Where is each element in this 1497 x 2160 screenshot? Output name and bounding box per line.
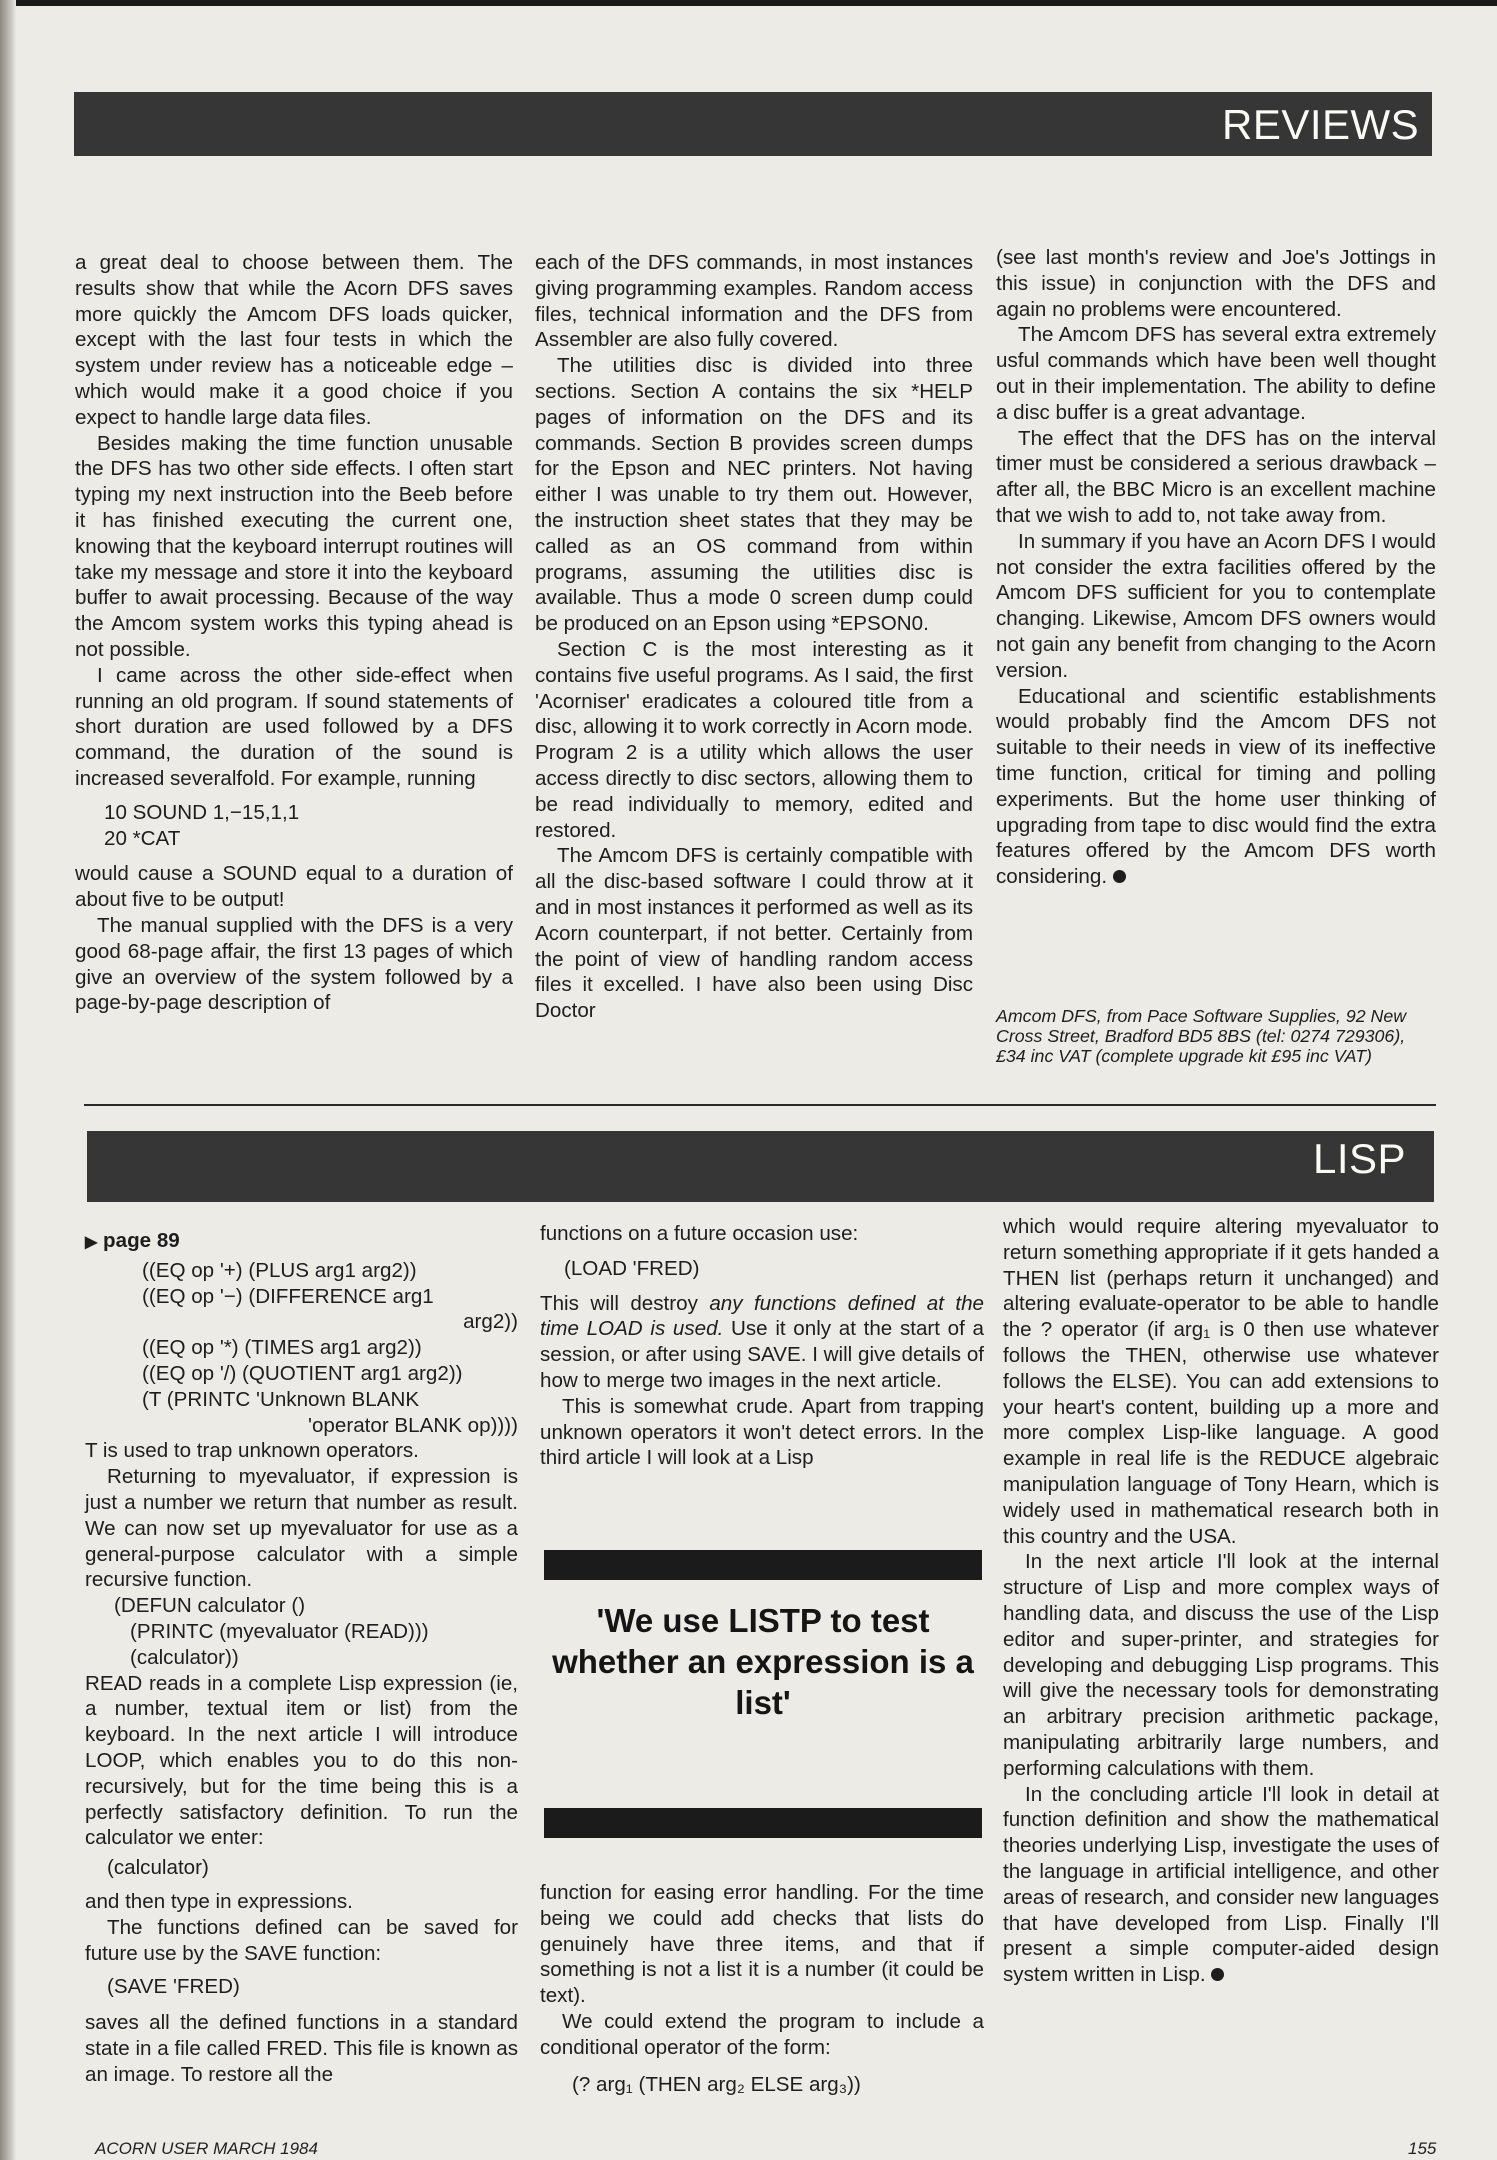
- lisp-column-3: [1003, 1214, 1439, 1988]
- continued-from: [85, 1228, 518, 1256]
- lisp-section-bar: [87, 1131, 1434, 1202]
- code-line: 10 SOUND 1,−15,1,1: [104, 800, 300, 824]
- code-line: (SAVE 'FRED): [107, 1975, 240, 1999]
- text-run: This will destroy: [540, 1291, 710, 1315]
- review-paragraph: The manual supplied with the DFS is a very good 68-page affair, the first 13 pages of which give an overview of the system followed by a page-by-page description of: [75, 913, 513, 1015]
- review-column-2: [535, 250, 973, 1024]
- arrow-right-icon: ▶: [85, 1234, 98, 1251]
- magazine-footer: ACORN USER MARCH 1984: [95, 2139, 318, 2158]
- code-line: (calculator)): [130, 1645, 239, 1669]
- lisp-column-2: [540, 1221, 984, 1471]
- review-column-1: [75, 250, 513, 1016]
- review-paragraph: I came across the other side-effect when running an old program. If sound statements of short duration are used followed by a DFS command, the duration of the sound is increased severalfold. For example, running: [75, 663, 513, 790]
- lisp-paragraph: Returning to myevaluator, if expression is just a number we return that number as result. We can now set up myevaluator for use as a general-purpose calculator with a simple recursive function.: [85, 1465, 518, 1592]
- lisp-column-2-lower: [540, 1880, 984, 2097]
- lisp-paragraph: functions on a future occasion use:: [540, 1222, 859, 1245]
- lisp-final-text: In the concluding article I'll look in detail at function definition and show the mathematical theories underlying Lisp, investigate the uses of the language in artificial intelligence, and other areas of research, and consider new languages that have developed from Lisp. Finally I'll present a simple computer-aided design system written in Lisp.: [1003, 1782, 1439, 1987]
- lisp-paragraph: saves all the defined functions in a standard state in a file called FRED. This file is known as an image. To restore all the: [85, 2011, 518, 2086]
- review-paragraph: Section C is the most interesting as it contains five useful programs. As I said, the first 'Acorniser' eradicates a coloured title from a disc, allowing it to work correctly in Acorn mode. Program 2 is a utility which allows the user access directly to disc sectors, allowing them to be read individually to memory, edited and restored.: [535, 637, 973, 842]
- text-run: Use it only at the start of a session, or after using SAVE. I will give details of how to merge two images in the next article.: [540, 1317, 985, 1392]
- page-top-edge: [0, 0, 1497, 6]
- review-paragraph: Besides making the time function unusable the DFS has two other side effects. I often start typing my next instruction into the Beeb before it has finished executing the current one, knowing that the keyboard interrupt routines will take my message and store it into the keyboard buffer to await processing. Because of the way the Amcom system works this typing ahead is not possible.: [75, 431, 513, 661]
- code-line: ((EQ op '*) (TIMES arg1 arg2)): [142, 1336, 422, 1360]
- binding-shadow: [0, 0, 16, 2160]
- lisp-paragraph: We could extend the program to include a conditional operator of the form:: [540, 2009, 984, 2059]
- review-paragraph: would cause a SOUND equal to a duration of about five to be output!: [75, 862, 513, 912]
- pull-quote-bar-bottom: [544, 1808, 982, 1838]
- review-column-3: [996, 245, 1436, 890]
- review-paragraph: each of the DFS commands, in most instances giving programming examples. Random access files, technical information and the DFS from Assembler are also fully covered.: [535, 251, 973, 352]
- review-paragraph: The Amcom DFS has several extra extremely usful commands which have been well thought out in their implementation. The ability to define a disc buffer is a great advantage.: [996, 323, 1436, 424]
- code-line: 'operator BLANK op)))): [308, 1413, 518, 1437]
- end-mark-icon: [1211, 1968, 1224, 1981]
- lisp-paragraph: READ reads in a complete Lisp expression (ie, a number, textual item or list) from the keyboard. In the next article I will introduce LOOP, which enables you to do this non-recursively, but for the time being this is a perfectly satisfactory definition. To run the calculator we enter:: [85, 1671, 518, 1850]
- review-paragraph: (see last month's review and Joe's Jottings in this issue) in conjunction with the DFS and again no problems were encountered.: [996, 246, 1436, 321]
- code-line: (calculator): [107, 1856, 209, 1880]
- reviews-section-title: REVIEWS: [1222, 101, 1420, 148]
- section-divider: [84, 1104, 1436, 1106]
- review-paragraph: a great deal to choose between them. The results show that while the Acorn DFS saves more quickly the Amcom DFS loads quicker, except with the last four tests in which the system under review has a noticeable edge – which would make it a good choice if you expect to handle large data files.: [75, 251, 513, 429]
- end-mark-icon: [1113, 870, 1126, 883]
- code-line: (? arg₁ (THEN arg₂ ELSE arg₃)): [572, 2072, 861, 2096]
- code-line: (T (PRINTC 'Unknown BLANK: [142, 1387, 420, 1411]
- code-line: ((EQ op '−) (DIFFERENCE arg1: [142, 1284, 434, 1308]
- review-final-text: Educational and scientific establishments would probably find the Amcom DFS not suitable to their needs in view of its ineffective time function, critical for timing and polling experiments. But the home user thinking of upgrading from tape to disc would find the extra features offered by the Amcom DFS worth considering.: [996, 684, 1436, 889]
- review-paragraph: The utilities disc is divided into three sections. Section A contains the six *HELP pages of information on the DFS and its commands. Section B provides screen dumps for the Epson and NEC printers. Not having either I was unable to try them out. However, the instruction sheet states that they may be called as an OS command from within programs, assuming the utilities disc is available. Thus a mode 0 screen dump could be produced on an Epson using *EPSON0.: [535, 354, 973, 636]
- lisp-paragraph: [1003, 1782, 1439, 1988]
- review-paragraph: In summary if you have an Acorn DFS I would not consider the extra facilities offered by the Amcom DFS sufficient for you to contemplate changing. Likewise, Amcom DFS owners would not gain any benefit from changing to the Acorn version.: [996, 529, 1436, 682]
- pull-quote: 'We use LISTP to test whether an expression is a list': [552, 1602, 974, 1721]
- continued-page-ref: page 89: [103, 1229, 180, 1252]
- lisp-paragraph: [540, 1291, 984, 1394]
- lisp-paragraph: This is somewhat crude. Apart from trapping unknown operators it won't detect errors. In the third article I will look at a Lisp: [540, 1394, 984, 1470]
- code-line: (PRINTC (myevaluator (READ))): [130, 1619, 429, 1643]
- review-paragraph: [996, 684, 1436, 890]
- lisp-paragraph: function for easing error handling. For the time being we could add checks that lists do genuinely have three items, and that if something is not a list it is a number (it could be text).: [540, 1881, 984, 2008]
- product-credit: Amcom DFS, from Pace Software Supplies, 92 New Cross Street, Bradford BD5 8BS (tel: 0274 729306), £34 inc VAT (complete upgrade kit £95 inc VAT): [996, 1006, 1407, 1066]
- code-line: ((EQ op '/) (QUOTIENT arg1 arg2)): [142, 1361, 463, 1385]
- code-line: (DEFUN calculator (): [114, 1594, 306, 1618]
- lisp-column-1: [85, 1228, 518, 2088]
- pull-quote-bar-top: [544, 1550, 982, 1580]
- lisp-paragraph: which would require altering myevaluator to return something appropriate if it gets handed a THEN list (perhaps return it unchanged) and altering evaluate-operator to be able to handle the ? operator (if arg₁ is 0 then use whatever follows the THEN, otherwise use whatever follows the ELSE). You can add extensions to your heart's content, building up a more and more complex Lisp-like language. A good example in real life is the REDUCE algebraic manipulation language of Tony Hearn, which is widely used in mathematical research both in this country and the USA.: [1003, 1215, 1439, 1548]
- code-line: ((EQ op '+) (PLUS arg1 arg2)): [142, 1258, 417, 1282]
- code-line: (LOAD 'FRED): [564, 1256, 700, 1280]
- emphasis: any functions defined at the time LOAD is used.: [540, 1291, 984, 1341]
- page-number: 155: [1408, 2139, 1437, 2158]
- lisp-paragraph: The functions defined can be saved for future use by the SAVE function:: [85, 1915, 518, 1965]
- lisp-paragraph: T is used to trap unknown operators.: [85, 1439, 419, 1463]
- lisp-section-title: LISP: [1313, 1135, 1407, 1182]
- lisp-paragraph: and then type in expressions.: [85, 1889, 353, 1913]
- review-paragraph: The Amcom DFS is certainly compatible with all the disc-based software I could throw at it and in most instances it performed as well as its Acorn counterpart, if not better. Certainly from the point of view of handling random access files it excelled. I have also been using Disc Doctor: [535, 844, 973, 1023]
- code-line: arg2)): [463, 1310, 518, 1334]
- code-line: 20 *CAT: [104, 826, 181, 850]
- review-paragraph: The effect that the DFS has on the interval timer must be considered a serious drawback – after all, the BBC Micro is an excellent machine that we wish to add to, not take away from.: [996, 426, 1436, 527]
- lisp-paragraph: In the next article I'll look at the internal structure of Lisp and more complex ways of handling data, and discuss the use of the Lisp editor and super-printer, and strategies for developing and debugging Lisp programs. This will give the necessary tools for demonstrating an arbitrary precision arithmetic package, manipulating arbitrarily large numbers, and performing calculations with them.: [1003, 1550, 1439, 1780]
